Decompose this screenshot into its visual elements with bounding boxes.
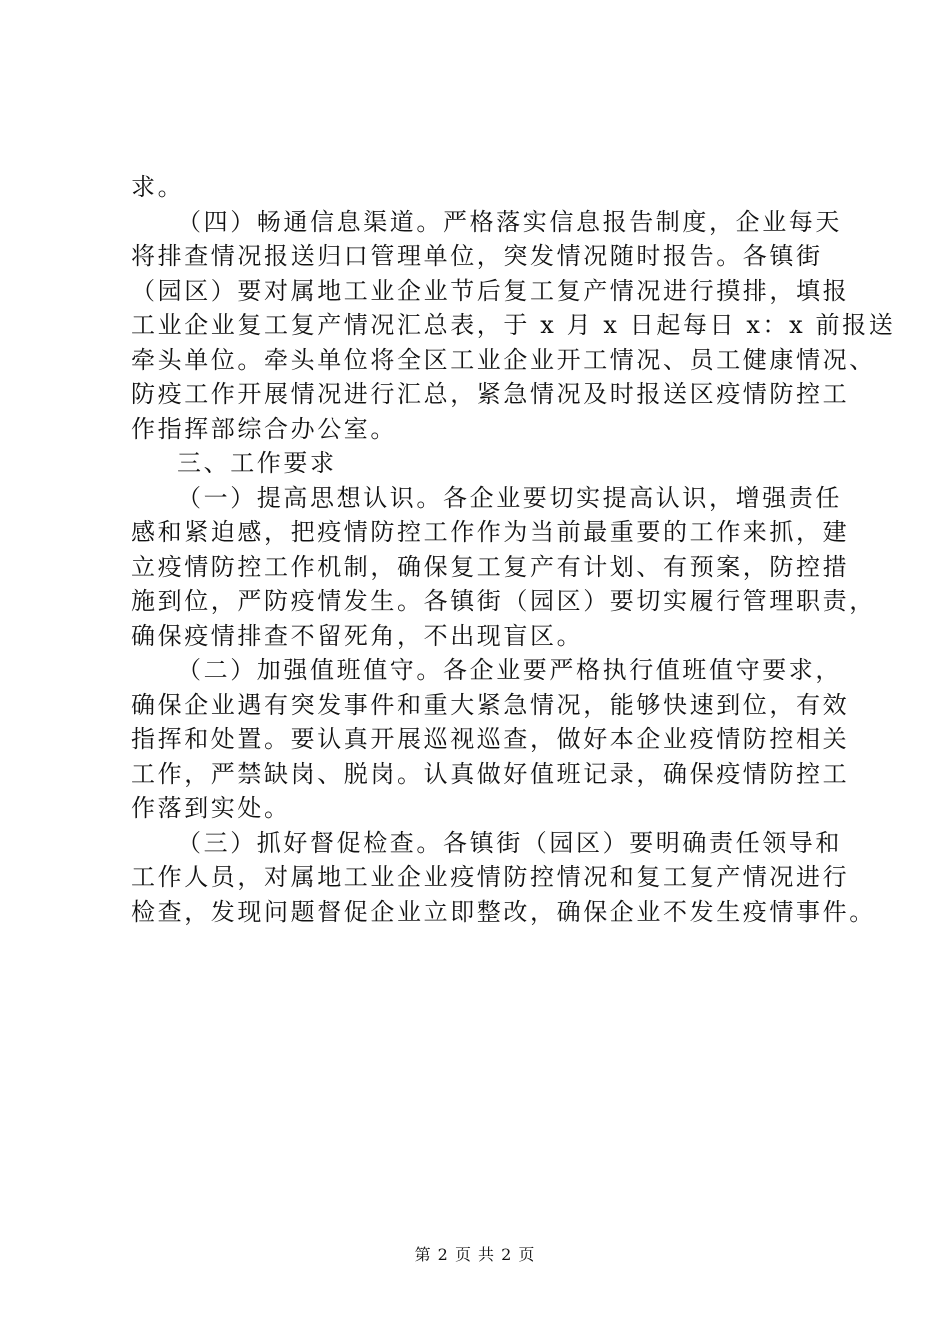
page-footer: 第 2 页 共 2 页 bbox=[414, 1245, 536, 1264]
text-line: （四）畅通信息渠道。严格落实信息报告制度，企业每天 bbox=[177, 207, 842, 236]
text-line: （一）提高思想认识。各企业要切实提高认识，增强责任 bbox=[177, 483, 842, 512]
text-line: 施到位，严防疫情发生。各镇街（园区）要切实履行管理职责， bbox=[131, 587, 876, 615]
text-line: 工业企业复工复产情况汇总表，于 x 月 x 日起每日 x：x 前报送 bbox=[131, 311, 896, 339]
text-line: 作落到实处。 bbox=[131, 794, 291, 822]
text-line: 作指挥部综合办公室。 bbox=[131, 414, 397, 443]
text-line: 确保疫情排查不留死角，不出现盲区。 bbox=[131, 621, 584, 650]
text-line: （园区）要对属地工业企业节后复工复产情况进行摸排，填报 bbox=[131, 276, 850, 305]
text-line: 指挥和处置。要认真开展巡视巡查，做好本企业疫情防控相关 bbox=[131, 725, 850, 753]
text-line: 工作，严禁缺岗、脱岗。认真做好值班记录，确保疫情防控工 bbox=[131, 759, 850, 788]
text-line: 求。 bbox=[131, 173, 185, 201]
text-line: （二）加强值班值守。各企业要严格执行值班值守要求， bbox=[177, 656, 842, 684]
text-line: 检查，发现问题督促企业立即整改，确保企业不发生疫情事件。 bbox=[131, 897, 876, 926]
text-line: 立疫情防控工作机制，确保复工复产有计划、有预案，防控措 bbox=[131, 552, 850, 581]
text-line: 确保企业遇有突发事件和重大紧急情况，能够快速到位，有效 bbox=[131, 690, 850, 719]
text-line: 防疫工作开展情况进行汇总，紧急情况及时报送区疫情防控工 bbox=[131, 380, 850, 408]
text-line: 将排查情况报送归口管理单位，突发情况随时报告。各镇街 bbox=[131, 242, 823, 270]
text-line: 感和紧迫感，把疫情防控工作作为当前最重要的工作来抓，建 bbox=[131, 518, 850, 546]
document-body bbox=[131, 170, 896, 929]
text-line: 牵头单位。牵头单位将全区工业企业开工情况、员工健康情况、 bbox=[131, 345, 876, 374]
text-line: （三）抓好督促检查。各镇街（园区）要明确责任领导和 bbox=[177, 828, 842, 857]
text-line: 三、工作要求 bbox=[177, 449, 337, 477]
text-line: 工作人员，对属地工业企业疫情防控情况和复工复产情况进行 bbox=[131, 863, 850, 891]
